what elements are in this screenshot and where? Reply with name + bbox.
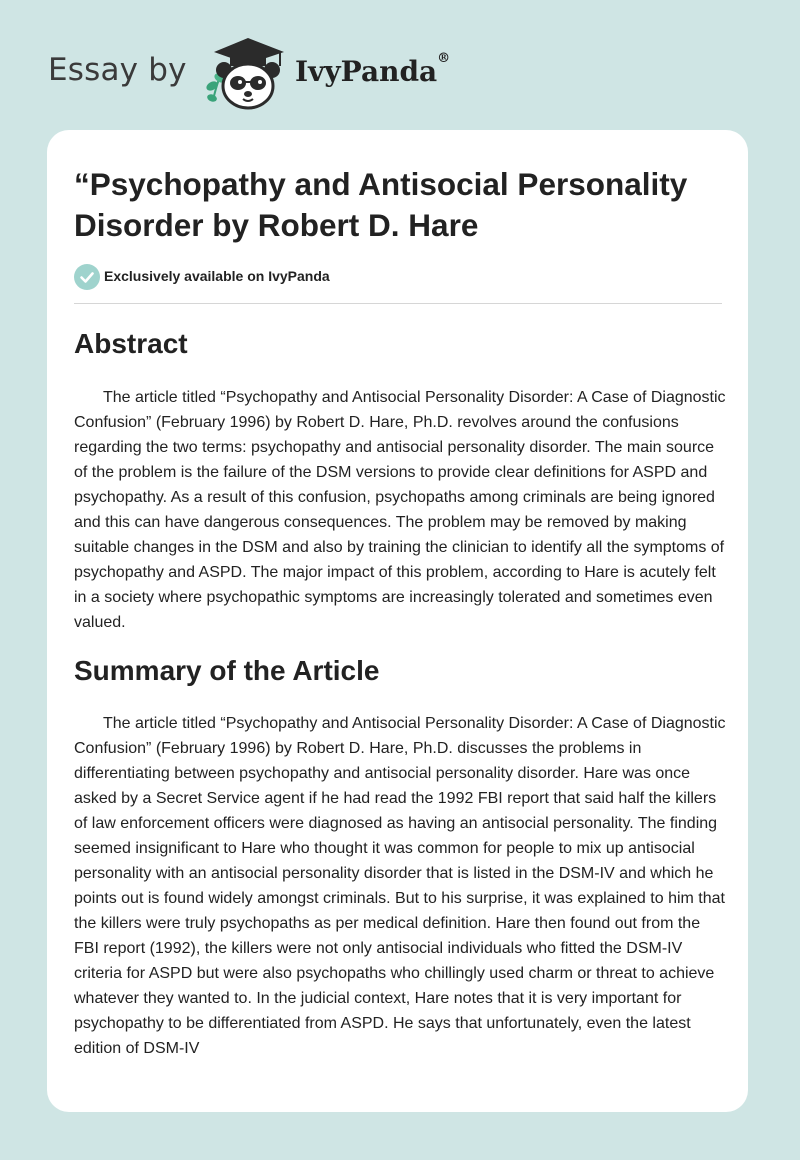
brand-name-text: IvyPanda bbox=[295, 55, 438, 88]
registered-mark: ® bbox=[437, 51, 451, 66]
brand-name[interactable] bbox=[295, 51, 451, 88]
section-body-abstract: The article titled “Psychopathy and Antisocial Personality Disorder: A Case of Diagnostic Confusion” (February 1996) by Robert D. Hare, Ph.D. revolves around the confusions regarding the two terms: psychopathy and antisocial personality disorder. The main source of the problem is the failure of the DSM versions to provide clear definitions for ASPD and psychopathy. As a result of this confusion, psychopaths among criminals are being ignored and this can have dangerous consequences. The problem may be removed by making suitable changes in the DSM and also by training the clinician to identify all the symptoms of psychopathy and ASPD. The major impact of this problem, according to Hare is acutely felt in a society where psychopathic symptoms are increasingly tolerated and sometimes even valued. bbox=[74, 389, 726, 631]
panda-logo-icon[interactable] bbox=[200, 34, 294, 110]
section-heading-summary: Summary of the Article bbox=[74, 655, 380, 686]
section-body-summary: The article titled “Psychopathy and Antisocial Personality Disorder: A Case of Diagnostic Confusion” (February 1996) by Robert D. Hare, Ph.D. discusses the problems in differentiating between psychopathy and antisocial personality disorder. Hare was once asked by a Secret Service agent if he had read the 1992 FBI report that said half the killers of law enforcement officers were diagnosed as having an antisocial personality. The finding seemed insignificant to Hare who thought it was common for people to mix up antisocial personality with an antisocial personality disorder that is listed in the DSM-IV and which he points out is found widely amongst criminals. But to his surprise, it was explained to him that the killers were truly psychopaths as per medical definition. Hare then found out from the FBI report (1992), the killers were not only antisocial individuals who fitted the DSM-IV criteria for ASPD but were also psychopaths who chillingly used charm or threat to achieve whatever they wanted to. In the judicial context, Hare notes that it is very important for psychopathy to be differentiated from ASPD. He says that unfortunately, even the latest edition of DSM-IV bbox=[74, 715, 726, 1057]
section-heading-abstract: Abstract bbox=[74, 328, 188, 359]
check-circle-icon bbox=[74, 264, 100, 290]
exclusive-label: Exclusively available on IvyPanda bbox=[104, 268, 330, 284]
brand-prefix: Essay by bbox=[48, 52, 187, 88]
article-card bbox=[47, 130, 748, 1112]
site-header bbox=[48, 34, 488, 114]
title-divider bbox=[74, 303, 722, 304]
article-title: “Psychopathy and Antisocial Personality Disorder by Robert D. Hare bbox=[74, 166, 688, 243]
